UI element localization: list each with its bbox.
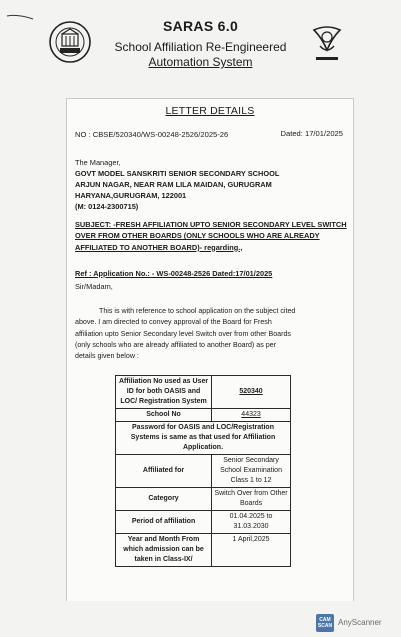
- body-line: This is with reference to school application on the subject cited: [99, 307, 296, 315]
- reference-number: NO : CBSE/520340/WS-00248-2526/2025-26: [75, 130, 229, 139]
- table-row: [116, 511, 291, 534]
- scanner-watermark: [316, 614, 400, 634]
- table-row: [116, 455, 291, 488]
- subtitle-line-1: School Affiliation Re-Engineered: [114, 40, 287, 54]
- table-cell-value: Senior Secondary School Examination Class 1 to 12: [212, 455, 291, 488]
- app-subtitle: [0, 40, 401, 70]
- body-line: above. I am directed to convey approval of the Board for Fresh: [75, 318, 272, 327]
- scanner-app-label: AnyScanner: [338, 618, 382, 627]
- address-line: ARJUN NAGAR, NEAR RAM LILA MAIDAN, GURUGRAM: [75, 180, 272, 189]
- letter-date: Dated: 17/01/2025: [280, 129, 343, 138]
- table-cell-label: Affiliation No used as User ID for both OASIS and LOC/ Registration System: [116, 376, 212, 409]
- table-cell-value: 44323: [212, 409, 291, 422]
- table-cell-value: Switch Over from Other Boards: [212, 488, 291, 511]
- table-cell-label: Period of affiliation: [116, 511, 212, 534]
- address-block: [75, 157, 350, 212]
- affiliation-details-table: [115, 375, 291, 567]
- app-title: SARAS 6.0: [162, 18, 239, 34]
- table-row: [116, 422, 291, 455]
- table-row: [116, 409, 291, 422]
- letter-subject: SUBJECT: -FRESH AFFILIATION UPTO SENIOR SECONDARY LEVEL SWITCH OVER FROM OTHER BOARDS (ONLY SCHOOLS WHO ARE ALREADY AFFILIATED TO ANOTHER BOARD)- regarding.,: [75, 220, 347, 252]
- table-cell-note: Password for OASIS and LOC/Registration Systems is same as that used for Affiliation Application.: [116, 422, 291, 455]
- table-row: [116, 488, 291, 511]
- body-line: details given below :: [75, 352, 139, 361]
- table-cell-label: School No: [116, 409, 212, 422]
- subtitle-line-2: Automation System: [148, 55, 253, 69]
- table-cell-label: Year and Month From which admission can be taken in Class-IX/: [116, 534, 212, 567]
- body-paragraph: [75, 306, 351, 362]
- table-cell-label: Affiliated for: [116, 455, 212, 488]
- salutation: Sir/Madam,: [75, 282, 113, 291]
- table-cell-value: 01.04.2025 to 31.03.2030: [212, 511, 291, 534]
- table-cell-value: 520340: [212, 376, 291, 409]
- table-row: [116, 534, 291, 567]
- letter-sheet: [66, 98, 354, 601]
- address-line: (M: 0124-2300715): [75, 202, 139, 211]
- address-line: GOVT MODEL SANSKRITI SENIOR SECONDARY SCHOOL: [75, 169, 280, 178]
- application-reference: Ref : Application No.: - WS-00248-2526 Dated:17/01/2025: [75, 269, 273, 278]
- address-line: HARYANA,GURUGRAM, 122001: [75, 191, 187, 200]
- table-row: [116, 376, 291, 409]
- letter-heading: LETTER DETAILS: [165, 105, 255, 117]
- address-line: The Manager,: [75, 158, 121, 167]
- table-cell-value: 1 April,2025: [212, 534, 291, 567]
- scanner-app-icon: CAM SCAN: [316, 614, 334, 632]
- table-cell-label: Category: [116, 488, 212, 511]
- body-line: affiliation upto Senior Secondary level Switch over from other Boards: [75, 329, 291, 338]
- body-line: (only schools who are already affiliated to another Board) as per: [75, 340, 276, 349]
